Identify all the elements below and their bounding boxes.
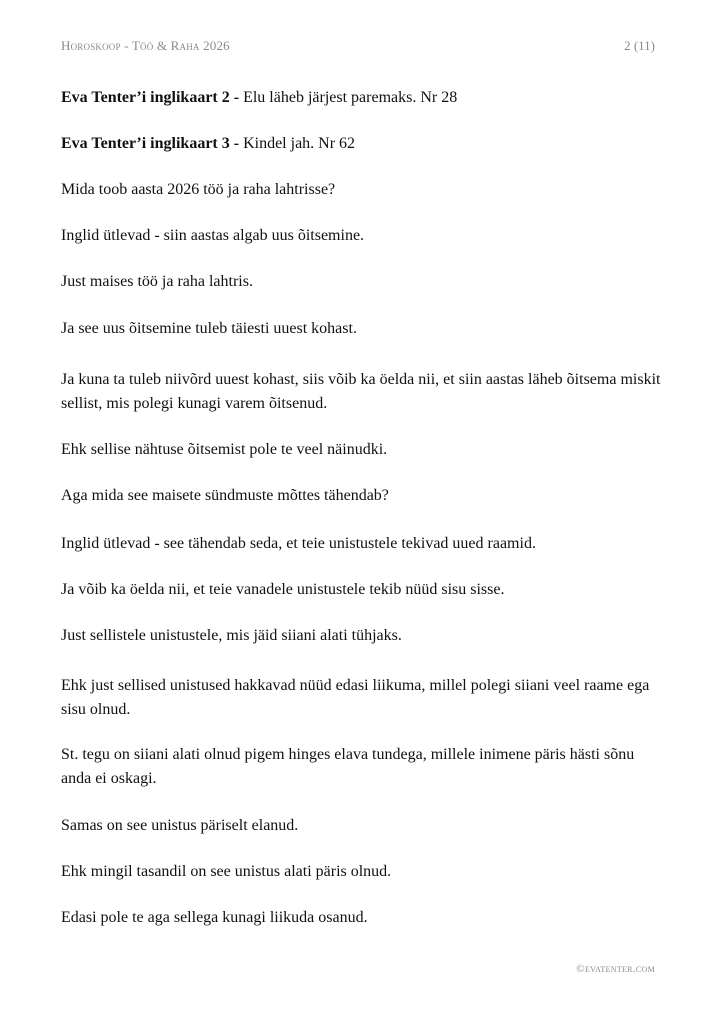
paragraph: St. tegu on siiani alati olnud pigem hinges elava tundega, millele inimene päris hästi sõnu anda ei oskagi. (61, 746, 635, 787)
angel-card-3-text: Kindel jah. Nr 62 (239, 135, 356, 152)
paragraph: Ja see uus õitsemine tuleb täiesti uuest kohast. (61, 320, 357, 337)
paragraph: Ehk just sellised unistused hakkavad nüüd edasi liikuma, millel polegi siiani veel raame ega sisu olnud. (61, 677, 650, 718)
angel-card-2-text: Elu läheb järjest paremaks. Nr 28 (239, 89, 458, 106)
paragraph: Ja kuna ta tuleb niivõrd uuest kohast, siis võib ka öelda nii, et siin aastas läheb õitsema miskit sellist, mis polegi kunagi varem õitsenud. (61, 371, 661, 412)
angel-card-3 (61, 132, 661, 156)
paragraph: Just sellistele unistustele, mis jäid siiani alati tühjaks. (61, 627, 402, 644)
paragraph: Ja võib ka öelda nii, et teie vanadele unistustele tekib nüüd sisu sisse. (61, 581, 505, 598)
header-title: Horoskoop - Töö & Raha 2026 (61, 38, 230, 53)
paragraph: Inglid ütlevad - siin aastas algab uus õitsemine. (61, 227, 365, 244)
paragraph: Samas on see unistus päriselt elanud. (61, 817, 299, 834)
paragraph: Edasi pole te aga sellega kunagi liikuda osanud. (61, 909, 368, 926)
footer-copyright: ©evatenter.com (576, 963, 655, 975)
paragraph: Inglid ütlevad - see tähendab seda, et teie unistustele tekivad uued raamid. (61, 535, 536, 552)
angel-card-2 (61, 86, 661, 110)
paragraph: Mida toob aasta 2026 töö ja raha lahtrisse? (61, 181, 336, 198)
page-number: 2 (11) (624, 38, 655, 53)
paragraph: Ehk mingil tasandil on see unistus alati päris olnud. (61, 863, 392, 880)
paragraph: Ehk sellise nähtuse õitsemist pole te veel näinudki. (61, 441, 388, 458)
paragraph: Just maises töö ja raha lahtris. (61, 273, 253, 290)
paragraph: Aga mida see maisete sündmuste mõttes tähendab? (61, 487, 389, 504)
angel-card-3-label: Eva Tenter’i inglikaart 3 - (61, 135, 240, 152)
angel-card-2-label: Eva Tenter’i inglikaart 2 - (61, 89, 240, 106)
